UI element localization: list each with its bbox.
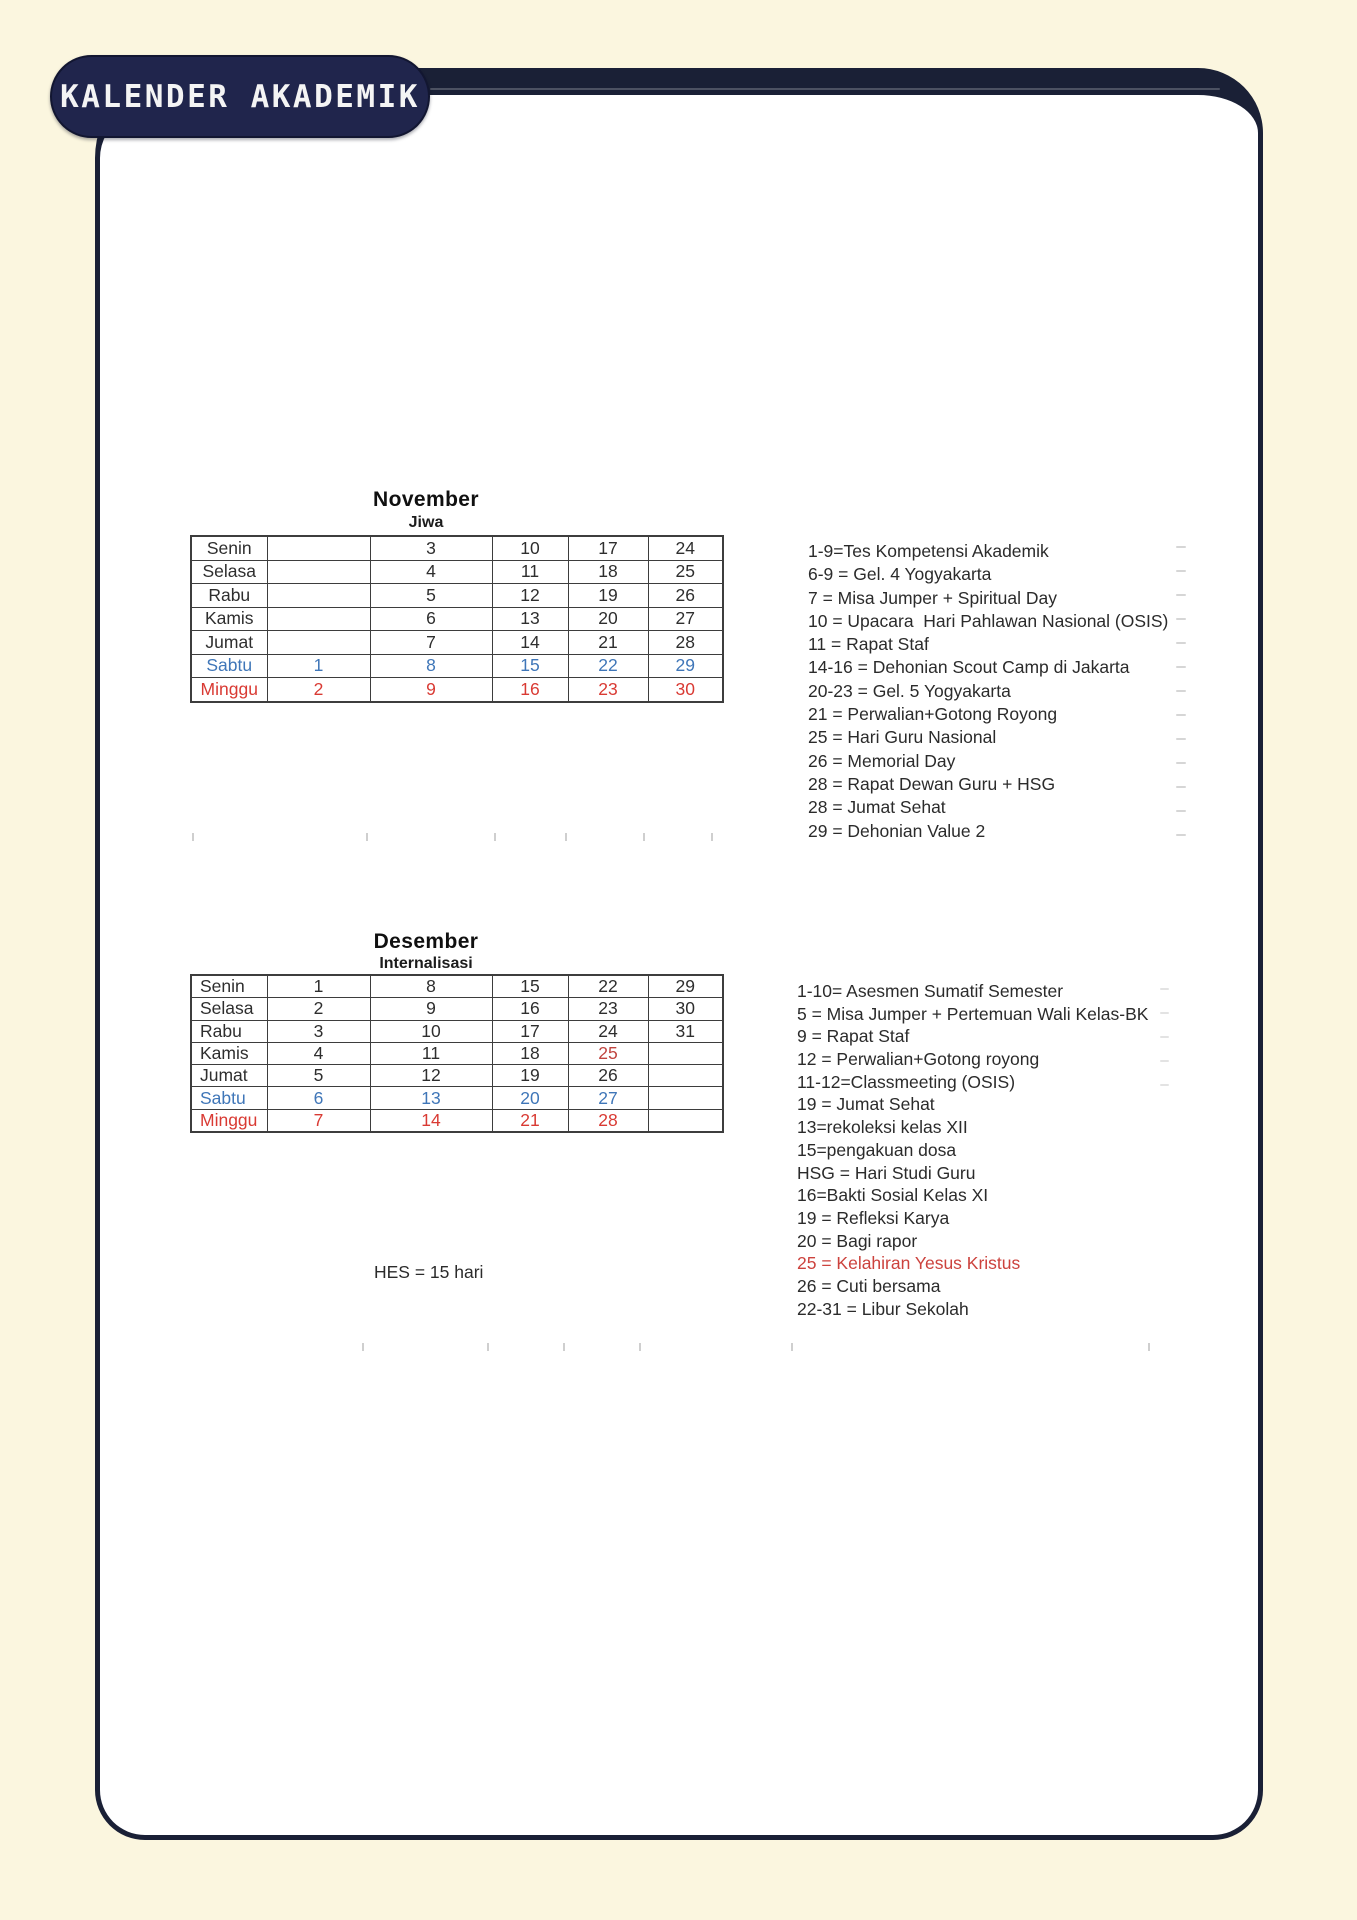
day-label-cell: Selasa (191, 560, 267, 584)
day-label-cell: Selasa (191, 998, 267, 1020)
date-cell: 2 (267, 678, 370, 702)
date-cell: 19 (568, 584, 648, 608)
date-cell: 8 (370, 975, 492, 998)
date-cell: 9 (370, 998, 492, 1020)
date-cell: 24 (568, 1020, 648, 1042)
date-cell: 21 (492, 1109, 568, 1132)
gridline-artifact (192, 833, 194, 841)
day-label-cell: Minggu (191, 1109, 267, 1132)
date-cell: 9 (370, 678, 492, 702)
gridline-artifact (1176, 810, 1186, 812)
day-label-cell: Rabu (191, 584, 267, 608)
date-cell (648, 1042, 723, 1064)
event-item: 11 = Rapat Staf (808, 634, 929, 655)
gridline-artifact (1160, 1036, 1169, 1038)
gridline-artifact (643, 833, 645, 841)
gridline-artifact (362, 1343, 364, 1351)
day-label-cell: Senin (191, 536, 267, 560)
event-item: 10 = Upacara Hari Pahlawan Nasional (OSIS) (808, 610, 1169, 631)
table-row (191, 584, 723, 608)
date-cell: 23 (568, 998, 648, 1020)
date-cell: 23 (568, 678, 648, 702)
day-label-cell: Sabtu (191, 654, 267, 678)
event-item: 28 = Jumat Sehat (808, 797, 946, 818)
table-row (191, 1087, 723, 1109)
date-cell: 19 (492, 1065, 568, 1087)
event-list-desember (797, 980, 1148, 1320)
event-item: 19 = Jumat Sehat (797, 1094, 935, 1115)
event-list-november (808, 540, 1168, 843)
event-item: 20 = Bagi rapor (797, 1230, 918, 1251)
gridline-artifact (1176, 570, 1186, 572)
date-cell: 3 (370, 536, 492, 560)
month-theme-desember: Internalisasi (379, 955, 473, 972)
gridline-artifact (1160, 1012, 1169, 1014)
table-row (191, 1109, 723, 1132)
gridline-artifact (563, 1343, 565, 1351)
day-label-cell: Minggu (191, 678, 267, 702)
event-item: 9 = Rapat Staf (797, 1026, 910, 1047)
month-title-desember: Desember (373, 930, 479, 953)
date-cell: 22 (568, 654, 648, 678)
date-cell (267, 560, 370, 584)
event-item: 6-9 = Gel. 4 Yogyakarta (808, 564, 992, 585)
gridline-artifact (565, 833, 567, 841)
date-cell: 7 (267, 1109, 370, 1132)
date-cell: 8 (370, 654, 492, 678)
table-row (191, 998, 723, 1020)
date-cell: 14 (492, 631, 568, 655)
day-label-cell: Kamis (191, 1042, 267, 1064)
date-cell: 7 (370, 631, 492, 655)
day-label-cell: Jumat (191, 1065, 267, 1087)
table-row (191, 536, 723, 560)
date-cell: 21 (568, 631, 648, 655)
gridline-artifact (1176, 594, 1186, 596)
event-item: 14-16 = Dehonian Scout Camp di Jakarta (808, 657, 1130, 678)
gridline-artifact (639, 1343, 641, 1351)
date-cell: 1 (267, 654, 370, 678)
gridline-artifact (1176, 666, 1186, 668)
table-row (191, 631, 723, 655)
date-cell: 4 (267, 1042, 370, 1064)
top-bar-highlight (430, 88, 1220, 90)
calendar-table-desember (190, 974, 724, 1133)
calendar-table-november (190, 535, 724, 703)
event-item: 12 = Perwalian+Gotong royong (797, 1049, 1040, 1070)
gridline-artifact (1176, 762, 1186, 764)
gridline-artifact (1176, 738, 1186, 740)
event-item: 1-9=Tes Kompetensi Akademik (808, 541, 1049, 561)
table-row (191, 1020, 723, 1042)
event-item: 11-12=Classmeeting (OSIS) (797, 1071, 1016, 1092)
event-item: 25 = Hari Guru Nasional (808, 727, 997, 748)
date-cell: 22 (568, 975, 648, 998)
date-cell: 15 (492, 654, 568, 678)
date-cell (267, 607, 370, 631)
day-label-cell: Senin (191, 975, 267, 998)
date-cell (648, 1087, 723, 1109)
date-cell: 2 (267, 998, 370, 1020)
table-row (191, 678, 723, 702)
date-cell: 26 (568, 1065, 648, 1087)
day-label-cell: Sabtu (191, 1087, 267, 1109)
event-item: 7 = Misa Jumper + Spiritual Day (808, 587, 1057, 608)
gridline-artifact (1160, 988, 1169, 990)
date-cell: 24 (648, 536, 723, 560)
date-cell: 4 (370, 560, 492, 584)
gridline-artifact (1148, 1343, 1150, 1351)
gridline-artifact (1176, 786, 1186, 788)
event-item: 16=Bakti Sosial Kelas XI (797, 1185, 989, 1206)
event-item: 19 = Refleksi Karya (797, 1207, 950, 1228)
date-cell: 27 (568, 1087, 648, 1109)
date-cell: 3 (267, 1020, 370, 1042)
date-cell: 12 (370, 1065, 492, 1087)
event-item: 29 = Dehonian Value 2 (808, 820, 986, 841)
date-cell (648, 1065, 723, 1087)
date-cell (267, 536, 370, 560)
gridline-artifact (711, 833, 713, 841)
date-cell: 25 (648, 560, 723, 584)
event-item: 5 = Misa Jumper + Pertemuan Wali Kelas-BK (797, 1003, 1149, 1024)
date-cell: 17 (568, 536, 648, 560)
gridline-artifact (1176, 690, 1186, 692)
date-cell: 11 (492, 560, 568, 584)
gridline-artifact (1176, 618, 1186, 620)
gridline-artifact (366, 833, 368, 841)
table-row (191, 607, 723, 631)
date-cell: 16 (492, 998, 568, 1020)
date-cell: 25 (568, 1042, 648, 1064)
date-cell: 13 (370, 1087, 492, 1109)
date-cell: 11 (370, 1042, 492, 1064)
event-item: 13=rekoleksi kelas XII (797, 1117, 968, 1138)
table-row (191, 560, 723, 584)
table-row (191, 1065, 723, 1087)
day-label-cell: Jumat (191, 631, 267, 655)
event-item: 28 = Rapat Dewan Guru + HSG (808, 773, 1056, 794)
content-card (95, 68, 1263, 1840)
date-cell (648, 1109, 723, 1132)
table-row (191, 654, 723, 678)
table-row (191, 1042, 723, 1064)
date-cell: 10 (370, 1020, 492, 1042)
date-cell: 29 (648, 975, 723, 998)
event-item: 22-31 = Libur Sekolah (797, 1298, 969, 1319)
date-cell: 14 (370, 1109, 492, 1132)
date-cell: 20 (492, 1087, 568, 1109)
gridline-artifact (1160, 1084, 1169, 1086)
date-cell: 6 (267, 1087, 370, 1109)
month-title-november: November (373, 488, 479, 511)
date-cell: 18 (568, 560, 648, 584)
gridline-artifact (1176, 714, 1186, 716)
date-cell: 20 (568, 607, 648, 631)
date-cell: 31 (648, 1020, 723, 1042)
date-cell: 16 (492, 678, 568, 702)
date-cell: 1 (267, 975, 370, 998)
month-theme-november: Jiwa (408, 514, 444, 531)
date-cell: 5 (370, 584, 492, 608)
date-cell (267, 584, 370, 608)
date-cell: 26 (648, 584, 723, 608)
gridline-artifact (487, 1343, 489, 1351)
day-label-cell: Kamis (191, 607, 267, 631)
table-row (191, 975, 723, 998)
gridline-artifact (1176, 834, 1186, 836)
date-cell: 18 (492, 1042, 568, 1064)
header-pill (50, 55, 430, 138)
event-item: 20-23 = Gel. 5 Yogyakarta (808, 680, 1011, 701)
date-cell: 13 (492, 607, 568, 631)
page-title: KALENDER AKADEMIK (60, 78, 420, 115)
event-item: 26 = Cuti bersama (797, 1275, 941, 1296)
date-cell: 28 (568, 1109, 648, 1132)
date-cell: 15 (492, 975, 568, 998)
event-item: 15=pengakuan dosa (797, 1139, 957, 1160)
note-hes: HES = 15 hari (374, 1262, 484, 1282)
gridline-artifact (494, 833, 496, 841)
event-item: HSG = Hari Studi Guru (797, 1162, 976, 1183)
date-cell (267, 631, 370, 655)
day-label-cell: Rabu (191, 1020, 267, 1042)
event-item: 25 = Kelahiran Yesus Kristus (797, 1253, 1021, 1274)
date-cell: 30 (648, 998, 723, 1020)
date-cell: 17 (492, 1020, 568, 1042)
date-cell: 27 (648, 607, 723, 631)
gridline-artifact (1176, 642, 1186, 644)
date-cell: 6 (370, 607, 492, 631)
date-cell: 10 (492, 536, 568, 560)
gridline-artifact (1160, 1060, 1169, 1062)
date-cell: 12 (492, 584, 568, 608)
event-item: 21 = Perwalian+Gotong Royong (808, 704, 1058, 725)
date-cell: 5 (267, 1065, 370, 1087)
event-item: 1-10= Asesmen Sumatif Semester (797, 981, 1064, 1001)
gridline-artifact (791, 1343, 793, 1351)
date-cell: 30 (648, 678, 723, 702)
date-cell: 29 (648, 654, 723, 678)
gridline-artifact (1176, 546, 1186, 548)
date-cell: 28 (648, 631, 723, 655)
event-item: 26 = Memorial Day (808, 750, 956, 771)
